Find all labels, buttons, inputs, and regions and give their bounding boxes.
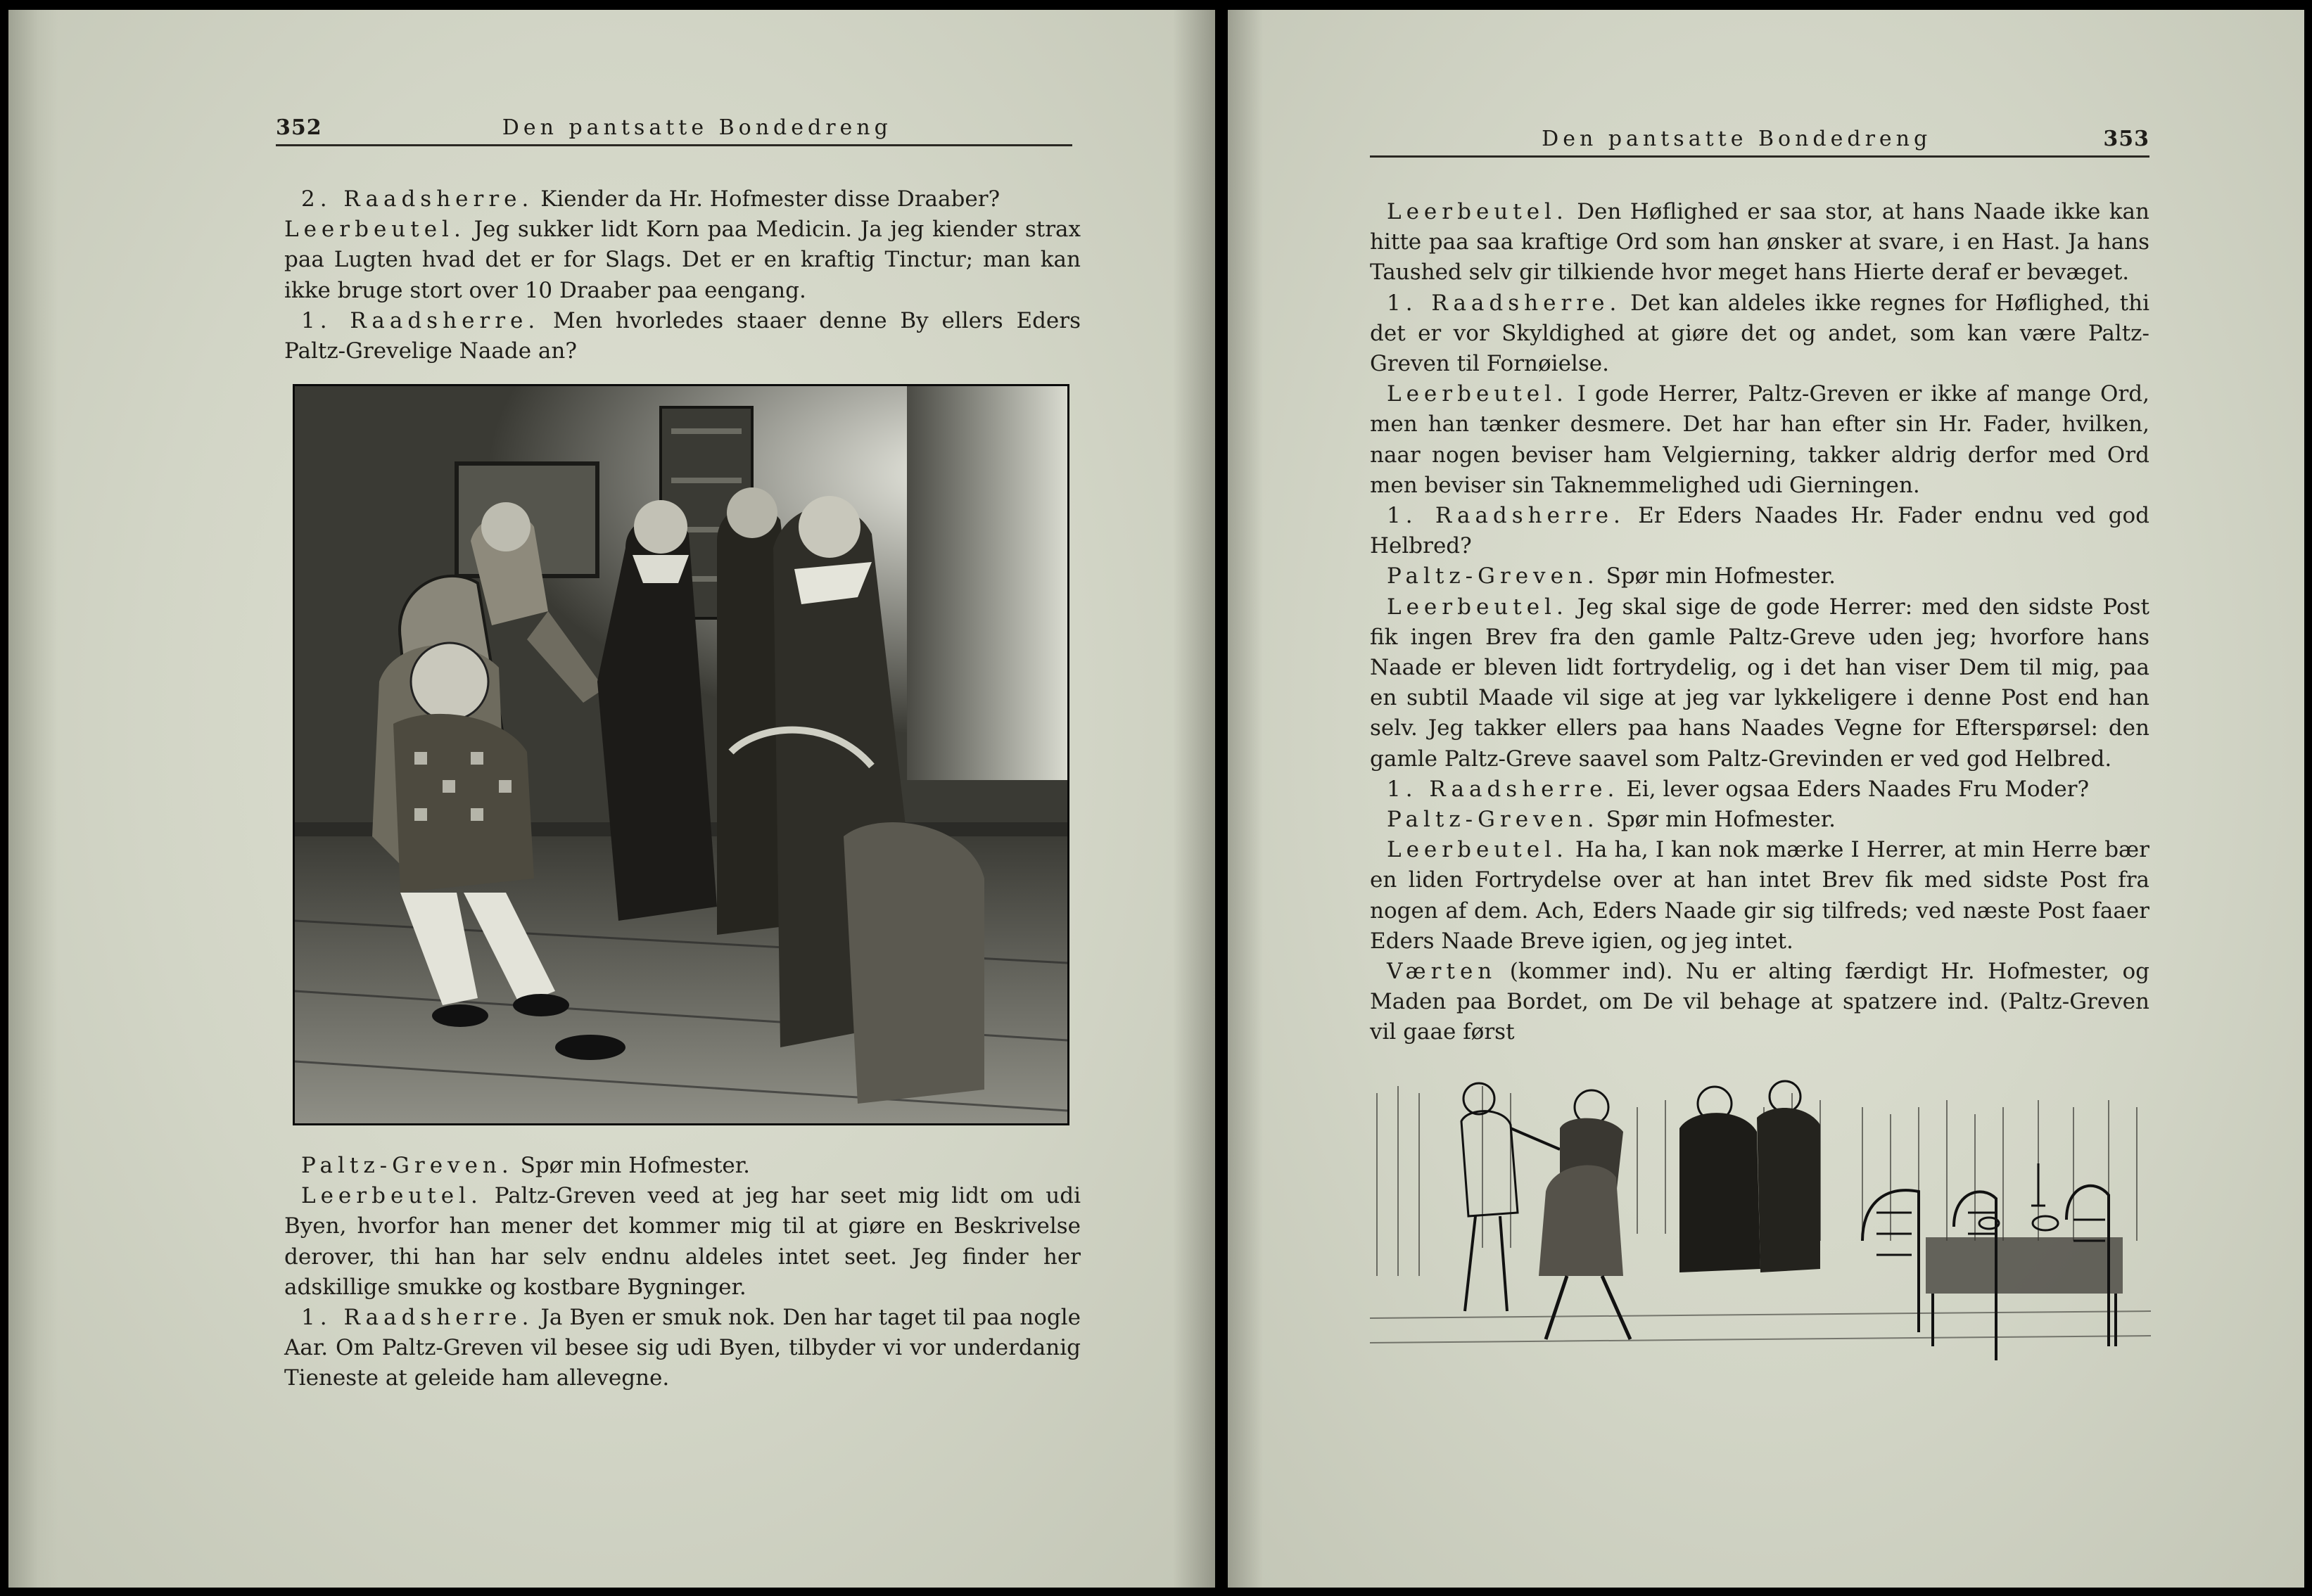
speaker-name: 2. Raadsherre.	[301, 186, 534, 212]
speech-text: Men hvorledes staaer denne By ellers Eders Paltz-Grevelige Naade an?	[284, 307, 1081, 364]
speaker-name: 1. Raadsherre.	[1387, 776, 1620, 802]
speaker-name: Paltz-Greven.	[1387, 807, 1599, 833]
speech-text: Er Eders Naades Hr. Fader endnu ved god Helbred?	[1370, 503, 2149, 559]
dialogue-paragraph	[1370, 957, 2149, 1048]
speech-text: Jeg skal sige de gode Herrer: med den sidste Post fik ingen Brev fra den gamle Paltz-Greve uden jeg; hvorfore hans Naade er bleven lidt fortrydelig, og i det han viser Dem til mig, paa en subtil Maade vil sige at jeg var lykkeligere i denne Post end han selv. Jeg takker ellers paa hans Naades Vegne for Efterspørsel: den gamle Paltz-Greve saavel som Paltz-Grevinden er ved god Helbred.	[1370, 594, 2149, 772]
speaker-name: Leerbeutel.	[1387, 381, 1568, 407]
running-head-title: Den pantsatte Bondedreng	[1542, 127, 1932, 151]
speech-text: Spør min Hofmester.	[1599, 807, 1836, 833]
dialogue-paragraph	[284, 215, 1081, 306]
page-number: 352	[276, 115, 322, 140]
dialogue-paragraph	[1370, 592, 2149, 774]
dialogue-paragraph	[1370, 805, 2149, 835]
dialogue-paragraph	[1370, 835, 2149, 957]
running-head-left	[276, 115, 1072, 146]
speech-text: Kiender da Hr. Hofmester disse Draaber?	[533, 186, 1001, 212]
left-page	[8, 10, 1215, 1588]
speech-text: Det kan aldeles ikke regnes for Høflighed, thi det er vor Skyldighed at giøre det og andet, som kan være Paltz-Greven til Fornøielse.	[1370, 290, 2149, 377]
dialogue-paragraph	[1370, 774, 2149, 805]
page-gutter-shadow	[1173, 10, 1215, 1588]
dialogue-paragraph	[1370, 197, 2149, 288]
page-gutter-shadow	[1228, 10, 1263, 1588]
dialogue-paragraph	[1370, 288, 2149, 380]
dialogue-paragraph	[284, 1181, 1081, 1303]
pen-drawing-dining-scene	[1370, 1065, 2151, 1381]
right-text	[1370, 197, 2149, 1048]
page-fore-edge	[8, 10, 58, 1588]
speaker-name: Leerbeutel.	[301, 1183, 483, 1209]
speech-text: Paltz-Greven veed at jeg har seet mig lidt om udi Byen, hvorfor han mener det kommer mig til at giøre en Beskrivelse derover, thi han har selv endnu aldeles intet seet. Jeg finder her adskillige smukke og kostbare Bygninger.	[284, 1183, 1081, 1300]
speech-text: Spør min Hofmester.	[513, 1153, 751, 1178]
engraving-scene	[295, 386, 1067, 1123]
speech-text: Ei, lever ogsaa Eders Naades Fru Moder?	[1619, 776, 2090, 802]
speaker-name: 1. Raadsherre.	[1387, 503, 1625, 529]
page-number: 353	[2103, 127, 2149, 151]
speaker-name: 1. Raadsherre.	[301, 1305, 534, 1331]
speaker-name: Værten	[1387, 959, 1497, 985]
speaker-name: Leerbeutel.	[1387, 199, 1568, 224]
speaker-name: Leerbeutel.	[1387, 594, 1568, 620]
speech-text: Ja Byen er smuk nok. Den har taget til paa nogle Aar. Om Paltz-Greven vil besee sig udi Byen, tilbyder vi vor underdanig Tieneste at geleide ham allevegne.	[284, 1305, 1081, 1391]
left-bottom-text	[284, 1151, 1081, 1394]
running-head-right	[1370, 127, 2149, 158]
dialogue-paragraph	[284, 1303, 1081, 1394]
dialogue-paragraph	[1370, 561, 2149, 592]
speech-text: I gode Herrer, Paltz-Greven er ikke af mange Ord, men han tænker desmere. Det har han efter sin Hr. Fader, hvilken, naar nogen beviser ham Velgierning, takker aldrig derfor med Ord men beviser sin Taknemmelighed udi Gierningen.	[1370, 381, 2149, 498]
speech-text: Jeg sukker lidt Korn paa Medicin. Ja jeg kiender strax paa Lugten hvad det er for Slags. Det er en kraftig Tinctur; man kan ikke bruge stort over 10 Draaber paa eengang.	[284, 217, 1081, 303]
dialogue-paragraph	[284, 306, 1081, 366]
dialogue-paragraph	[284, 1151, 1081, 1181]
dialogue-paragraph	[284, 184, 1081, 215]
speech-text: Ha ha, I kan nok mærke I Herrer, at min Herre bær en liden Fortrydelse over at han intet Brev fik med sidste Post fra nogen af dem. Ach, Eders Naade gir sig tilfreds; ved næste Post faaer Eders Naade Breve igien, og jeg intet.	[1370, 837, 2149, 954]
speech-text: Den Høflighed er saa stor, at hans Naade ikke kan hitte paa saa kraftige Ord som han ønsker at svare, i en Hast. Ja hans Taushed selv gir tilkiende hvor meget hans Hierte deraf er bevæget.	[1370, 199, 2149, 286]
speaker-name: Paltz-Greven.	[1387, 563, 1599, 589]
left-top-text	[284, 184, 1081, 366]
illustration-halftone	[293, 384, 1069, 1125]
right-page	[1228, 10, 2304, 1588]
speaker-name: Leerbeutel.	[284, 217, 466, 243]
speech-text: Spør min Hofmester.	[1599, 563, 1836, 589]
speaker-name: 1. Raadsherre.	[301, 307, 540, 333]
speaker-name: 1. Raadsherre.	[1387, 290, 1622, 316]
illustration-line-drawing	[1370, 1065, 2151, 1381]
dialogue-paragraph	[1370, 379, 2149, 501]
speech-text: (kommer ind). Nu er alting færdigt Hr. Hofmester, og Maden paa Bordet, om De vil behage at spatzere ind. (Paltz-Greven vil gaae først	[1370, 959, 2149, 1045]
running-head-title: Den pantsatte Bondedreng	[502, 115, 892, 140]
speaker-name: Paltz-Greven.	[301, 1153, 514, 1178]
dialogue-paragraph	[1370, 501, 2149, 561]
speaker-name: Leerbeutel.	[1387, 837, 1568, 863]
